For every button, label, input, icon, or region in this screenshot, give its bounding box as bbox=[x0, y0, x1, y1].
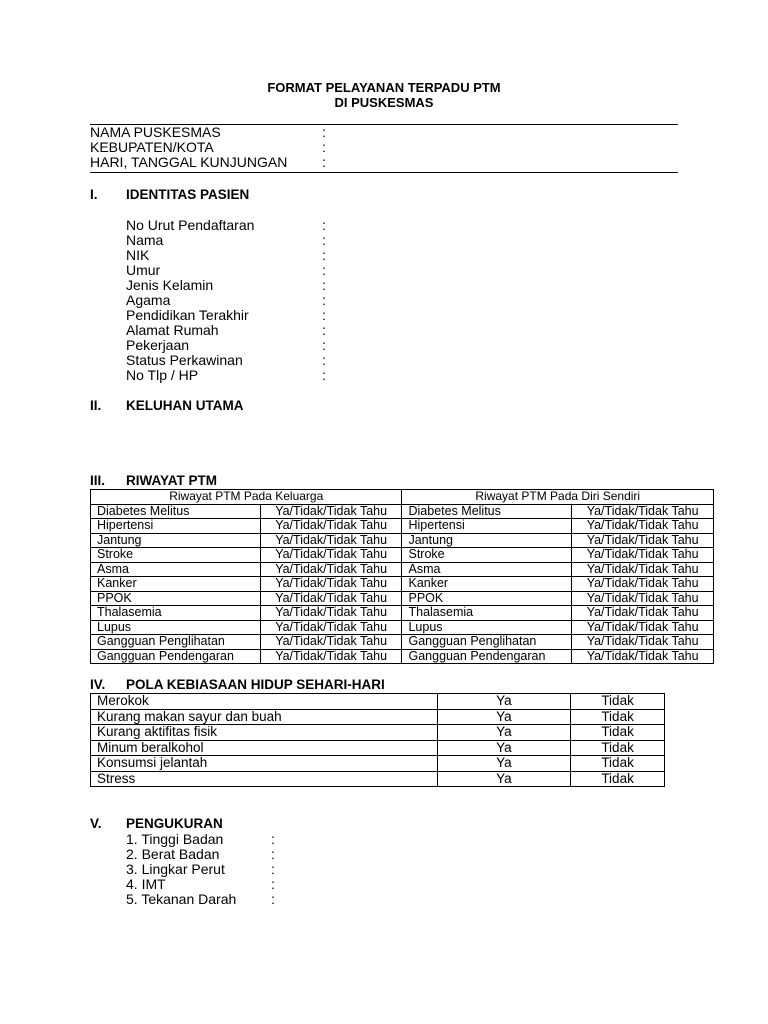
no-option: Tidak bbox=[571, 709, 665, 725]
field-label: KEBUPATEN/KOTA bbox=[90, 139, 214, 155]
habit-label: Kurang aktifitas fisik bbox=[91, 725, 438, 741]
field-colon: : bbox=[322, 124, 326, 140]
table-row bbox=[91, 694, 665, 710]
field-label: Agama bbox=[126, 292, 171, 308]
section-title: RIWAYAT PTM bbox=[126, 473, 218, 488]
field-colon: : bbox=[322, 352, 326, 368]
table-row bbox=[91, 504, 714, 519]
pola-kebiasaan-table bbox=[90, 693, 665, 787]
self-option: Ya/Tidak/Tidak Tahu bbox=[572, 620, 714, 635]
measure-colon: : bbox=[271, 876, 275, 892]
section-number: II. bbox=[90, 398, 102, 413]
self-disease: Lupus bbox=[402, 620, 572, 635]
yes-option: Ya bbox=[437, 709, 571, 725]
table-row bbox=[91, 771, 665, 787]
self-option: Ya/Tidak/Tidak Tahu bbox=[572, 577, 714, 592]
measure-colon: : bbox=[271, 846, 275, 862]
table-row bbox=[91, 591, 714, 606]
no-option: Tidak bbox=[571, 771, 665, 787]
measure-label: 4. IMT bbox=[126, 876, 166, 892]
family-option: Ya/Tidak/Tidak Tahu bbox=[260, 591, 402, 606]
family-option: Ya/Tidak/Tidak Tahu bbox=[260, 620, 402, 635]
self-disease: Asma bbox=[402, 562, 572, 577]
self-disease: Jantung bbox=[402, 533, 572, 548]
family-disease: Diabetes Melitus bbox=[91, 504, 261, 519]
family-disease: Jantung bbox=[91, 533, 261, 548]
field-label: Pekerjaan bbox=[126, 337, 190, 353]
self-disease: Thalasemia bbox=[402, 606, 572, 621]
family-option: Ya/Tidak/Tidak Tahu bbox=[260, 504, 402, 519]
self-option: Ya/Tidak/Tidak Tahu bbox=[572, 562, 714, 577]
family-option: Ya/Tidak/Tidak Tahu bbox=[260, 562, 402, 577]
field-colon: : bbox=[322, 139, 326, 155]
yes-option: Ya bbox=[437, 740, 571, 756]
family-option: Ya/Tidak/Tidak Tahu bbox=[260, 635, 402, 650]
measure-colon: : bbox=[271, 831, 275, 847]
header-bottom-rule bbox=[90, 172, 678, 173]
table-row bbox=[91, 562, 714, 577]
field-label: HARI, TANGGAL KUNJUNGAN bbox=[90, 154, 288, 170]
family-option: Ya/Tidak/Tidak Tahu bbox=[260, 548, 402, 563]
table-row bbox=[91, 620, 714, 635]
measure-label: 5. Tekanan Darah bbox=[126, 891, 237, 907]
section-title: PENGUKURAN bbox=[126, 816, 223, 831]
habit-label: Kurang makan sayur dan buah bbox=[91, 709, 438, 725]
section-number: V. bbox=[90, 816, 102, 831]
self-option: Ya/Tidak/Tidak Tahu bbox=[572, 533, 714, 548]
table-row bbox=[91, 709, 665, 725]
family-option: Ya/Tidak/Tidak Tahu bbox=[260, 606, 402, 621]
yes-option: Ya bbox=[437, 771, 571, 787]
field-colon: : bbox=[322, 154, 326, 170]
table-row bbox=[91, 606, 714, 621]
section-number: IV. bbox=[90, 677, 106, 692]
field-label: Umur bbox=[126, 262, 161, 278]
field-colon: : bbox=[322, 262, 326, 278]
yes-option: Ya bbox=[437, 694, 571, 710]
family-disease: Lupus bbox=[91, 620, 261, 635]
self-option: Ya/Tidak/Tidak Tahu bbox=[572, 606, 714, 621]
self-option: Ya/Tidak/Tidak Tahu bbox=[572, 519, 714, 534]
family-option: Ya/Tidak/Tidak Tahu bbox=[260, 577, 402, 592]
family-disease: Gangguan Penglihatan bbox=[91, 635, 261, 650]
measure-label: 1. Tinggi Badan bbox=[126, 831, 224, 847]
family-disease: Asma bbox=[91, 562, 261, 577]
field-colon: : bbox=[322, 247, 326, 263]
field-colon: : bbox=[322, 322, 326, 338]
field-colon: : bbox=[322, 292, 326, 308]
self-disease: Diabetes Melitus bbox=[402, 504, 572, 519]
table-row bbox=[91, 533, 714, 548]
field-label: Jenis Kelamin bbox=[126, 277, 214, 293]
field-label: Pendidikan Terakhir bbox=[126, 307, 249, 323]
measure-colon: : bbox=[271, 861, 275, 877]
section-title: KELUHAN UTAMA bbox=[126, 398, 244, 413]
riwayat-ptm-table bbox=[90, 489, 714, 664]
family-option: Ya/Tidak/Tidak Tahu bbox=[260, 649, 402, 664]
field-label: No Tlp / HP bbox=[126, 367, 199, 383]
no-option: Tidak bbox=[571, 740, 665, 756]
header-self: Riwayat PTM Pada Diri Sendiri bbox=[402, 490, 714, 505]
family-disease: PPOK bbox=[91, 591, 261, 606]
table-header-row bbox=[91, 490, 714, 505]
no-option: Tidak bbox=[571, 756, 665, 772]
field-label: No Urut Pendaftaran bbox=[126, 217, 255, 233]
field-colon: : bbox=[322, 307, 326, 323]
habit-label: Konsumsi jelantah bbox=[91, 756, 438, 772]
no-option: Tidak bbox=[571, 725, 665, 741]
table-row bbox=[91, 649, 714, 664]
field-label: NIK bbox=[126, 247, 150, 263]
measure-label: 2. Berat Badan bbox=[126, 846, 220, 862]
self-option: Ya/Tidak/Tidak Tahu bbox=[572, 649, 714, 664]
table-row bbox=[91, 577, 714, 592]
self-disease: Stroke bbox=[402, 548, 572, 563]
field-colon: : bbox=[322, 337, 326, 353]
habit-label: Stress bbox=[91, 771, 438, 787]
self-disease: Hipertensi bbox=[402, 519, 572, 534]
field-label: Nama bbox=[126, 232, 164, 248]
table-row bbox=[91, 635, 714, 650]
table-row bbox=[91, 756, 665, 772]
no-option: Tidak bbox=[571, 694, 665, 710]
measure-label: 3. Lingkar Perut bbox=[126, 861, 225, 877]
table-row bbox=[91, 519, 714, 534]
field-label: Status Perkawinan bbox=[126, 352, 243, 368]
section-title: IDENTITAS PASIEN bbox=[126, 187, 250, 202]
habit-label: Merokok bbox=[91, 694, 438, 710]
family-disease: Kanker bbox=[91, 577, 261, 592]
family-option: Ya/Tidak/Tidak Tahu bbox=[260, 519, 402, 534]
family-disease: Stroke bbox=[91, 548, 261, 563]
self-disease: Gangguan Penglihatan bbox=[402, 635, 572, 650]
section-title: POLA KEBIASAAN HIDUP SEHARI-HARI bbox=[126, 677, 385, 692]
field-colon: : bbox=[322, 277, 326, 293]
header-family: Riwayat PTM Pada Keluarga bbox=[91, 490, 402, 505]
field-label: Alamat Rumah bbox=[126, 322, 219, 338]
self-option: Ya/Tidak/Tidak Tahu bbox=[572, 591, 714, 606]
yes-option: Ya bbox=[437, 756, 571, 772]
document-subtitle: DI PUSKESMAS bbox=[334, 95, 434, 110]
table-row bbox=[91, 725, 665, 741]
self-disease: Kanker bbox=[402, 577, 572, 592]
family-disease: Hipertensi bbox=[91, 519, 261, 534]
field-colon: : bbox=[322, 217, 326, 233]
section-number: III. bbox=[90, 473, 106, 488]
table-row bbox=[91, 740, 665, 756]
self-disease: PPOK bbox=[402, 591, 572, 606]
family-disease: Gangguan Pendengaran bbox=[91, 649, 261, 664]
self-option: Ya/Tidak/Tidak Tahu bbox=[572, 548, 714, 563]
self-option: Ya/Tidak/Tidak Tahu bbox=[572, 635, 714, 650]
section-number: I. bbox=[90, 187, 98, 202]
document-title: FORMAT PELAYANAN TERPADU PTM bbox=[267, 80, 501, 95]
self-option: Ya/Tidak/Tidak Tahu bbox=[572, 504, 714, 519]
field-colon: : bbox=[322, 367, 326, 383]
self-disease: Gangguan Pendengaran bbox=[402, 649, 572, 664]
habit-label: Minum beralkohol bbox=[91, 740, 438, 756]
field-colon: : bbox=[322, 232, 326, 248]
field-label: NAMA PUSKESMAS bbox=[90, 124, 221, 140]
table-row bbox=[91, 548, 714, 563]
family-disease: Thalasemia bbox=[91, 606, 261, 621]
yes-option: Ya bbox=[437, 725, 571, 741]
measure-colon: : bbox=[271, 891, 275, 907]
family-option: Ya/Tidak/Tidak Tahu bbox=[260, 533, 402, 548]
